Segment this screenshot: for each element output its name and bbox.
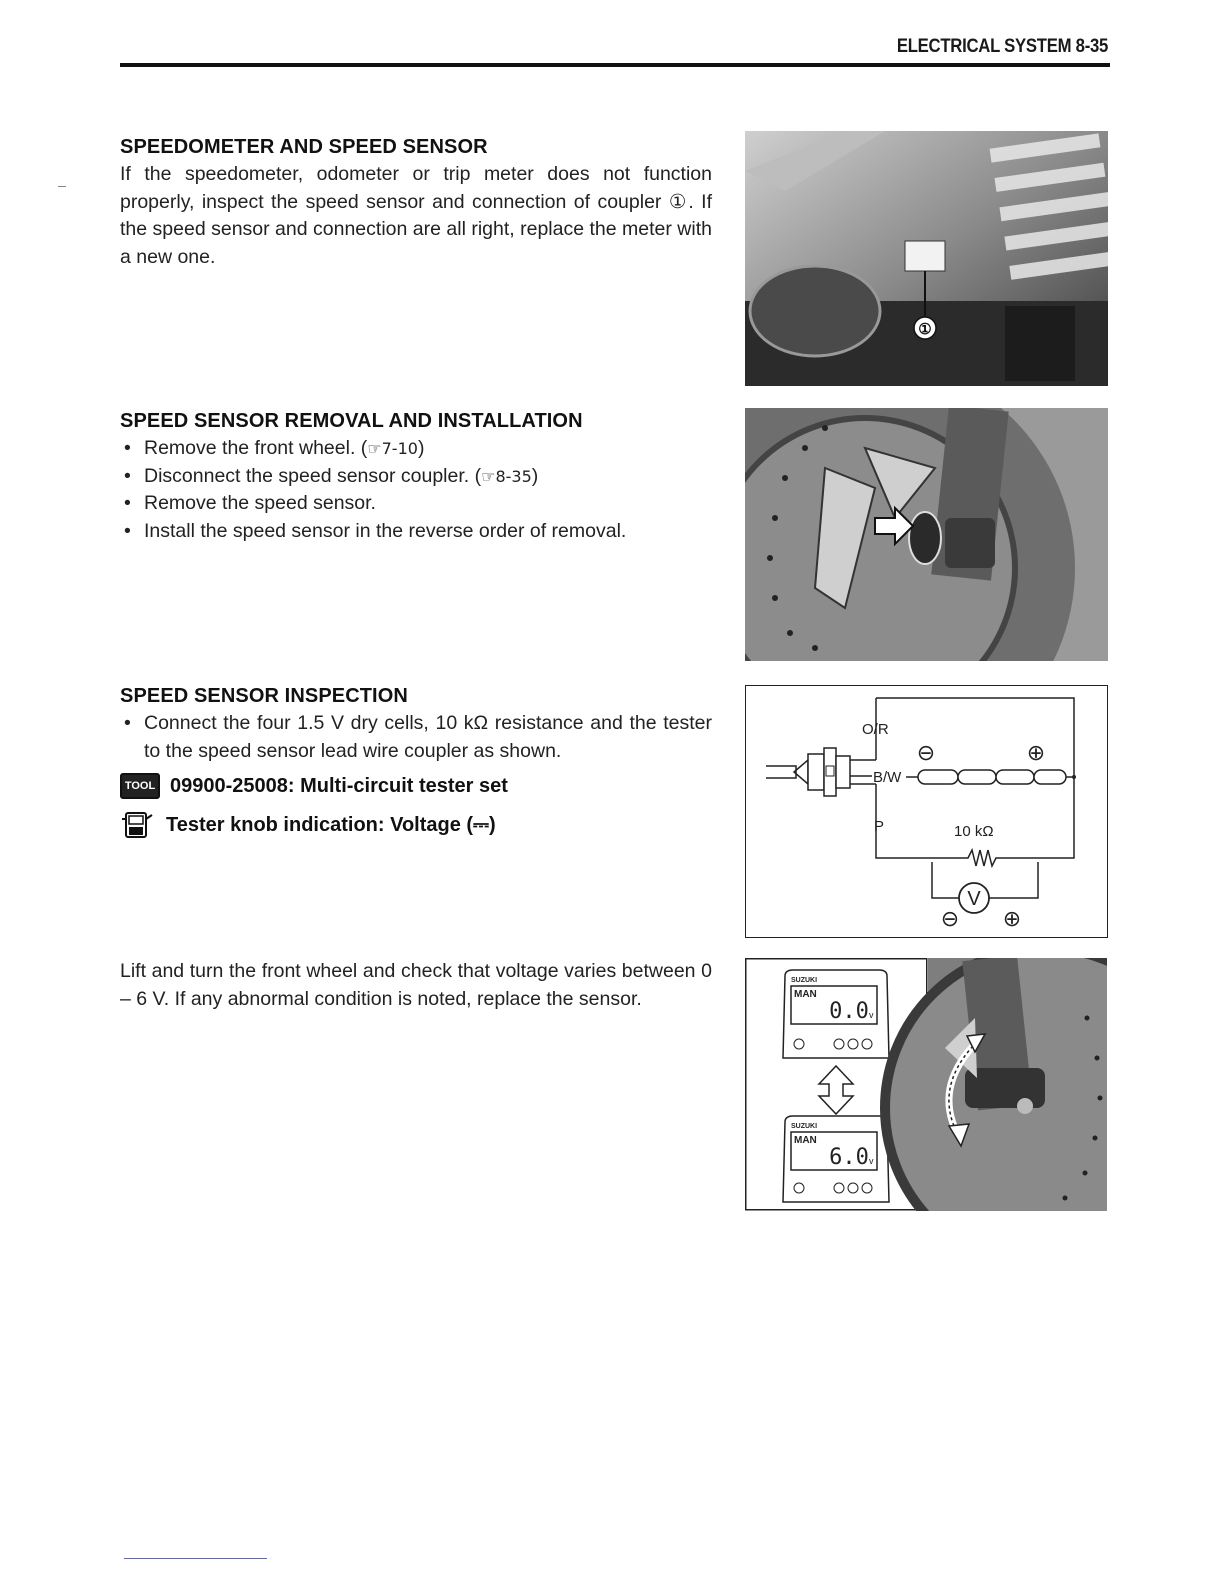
footer-rule: [124, 1558, 267, 1559]
battery-minus: ⊖: [916, 740, 936, 765]
section-inspection: [120, 685, 712, 839]
special-tool-line: [120, 773, 712, 799]
tool-number: 09900-25008: Multi-circuit tester set: [170, 774, 508, 797]
page-reference[interactable]: ☞7-10: [367, 439, 418, 458]
meter-plus: ⊕: [1002, 906, 1022, 931]
tester-knob-line: [120, 811, 712, 839]
section-text: If the speedometer, odometer or trip meter does not function properly, inspect the speed sensor and connection of coupler ①. If the speed sensor and connection are all right, replace the meter with a new one.: [120, 163, 712, 268]
meter-brand: SUZUKI: [791, 1123, 818, 1130]
battery-plus: ⊕: [1026, 740, 1046, 765]
wire-bw-label: B/W: [873, 769, 902, 786]
photo-front-wheel-sensor: [745, 408, 1108, 661]
section-heading: SPEEDOMETER AND SPEED SENSOR: [120, 136, 488, 158]
wire-or-label: O/R: [862, 721, 889, 738]
step-text: Disconnect the speed sensor coupler. (: [144, 464, 482, 487]
voltmeter-symbol: V: [967, 888, 981, 910]
section-removal: [120, 410, 712, 545]
list-item: • Disconnect the speed sensor coupler. (☞8-35): [120, 463, 712, 491]
meter-mode: MAN: [794, 989, 817, 1000]
meter-and-wheel-figure: [745, 958, 1107, 1211]
tester-top: [783, 970, 889, 1058]
tester-knob-text: Tester knob indication: Voltage (⎓): [166, 813, 496, 836]
tester-icon: [120, 811, 156, 839]
section-speedometer: [120, 136, 712, 271]
margin-mark: [58, 186, 66, 187]
meter-reading: 6.0: [829, 1145, 869, 1170]
section-heading: SPEED SENSOR REMOVAL AND INSTALLATION: [120, 410, 583, 432]
meter-unit: v: [869, 1010, 874, 1020]
section-voltage-check: [120, 958, 712, 1013]
meter-brand: SUZUKI: [791, 977, 818, 984]
meter-reading: 0.0: [829, 999, 869, 1024]
list-item: • Install the speed sensor in the reverse order of removal.: [120, 518, 712, 546]
list-item: • Remove the front wheel. (☞7-10): [120, 435, 712, 463]
section-heading: SPEED SENSOR INSPECTION: [120, 685, 408, 707]
step-text: Remove the front wheel. (: [144, 437, 368, 459]
wire-p-label: P: [874, 818, 885, 835]
page-header: ELECTRICAL SYSTEM 8-35: [896, 36, 1108, 57]
photo-speed-sensor-coupler: [745, 131, 1108, 386]
header-rule: [120, 63, 1110, 67]
list-item: • Connect the four 1.5 V dry cells, 10 kΩ resistance and the tester to the speed sensor lead wire coupler as shown.: [120, 710, 712, 765]
page-reference[interactable]: ☞8-35: [481, 466, 532, 486]
list-item: • Remove the speed sensor.: [120, 490, 712, 518]
wiring-diagram: [745, 685, 1108, 938]
meter-minus: ⊖: [940, 906, 960, 931]
tester-bottom: [783, 1116, 889, 1202]
callout-1: ①: [918, 321, 932, 338]
meter-unit: v: [869, 1156, 874, 1166]
meter-mode: MAN: [794, 1135, 817, 1146]
tool-icon: TOOL: [120, 773, 160, 799]
removal-steps: [120, 435, 712, 545]
resistor-label: 10 kΩ: [954, 823, 994, 840]
inspection-steps: [120, 710, 712, 765]
check-text: Lift and turn the front wheel and check that voltage varies between 0 – 6 V. If any abnormal condition is noted, replace the sensor.: [120, 960, 712, 1010]
